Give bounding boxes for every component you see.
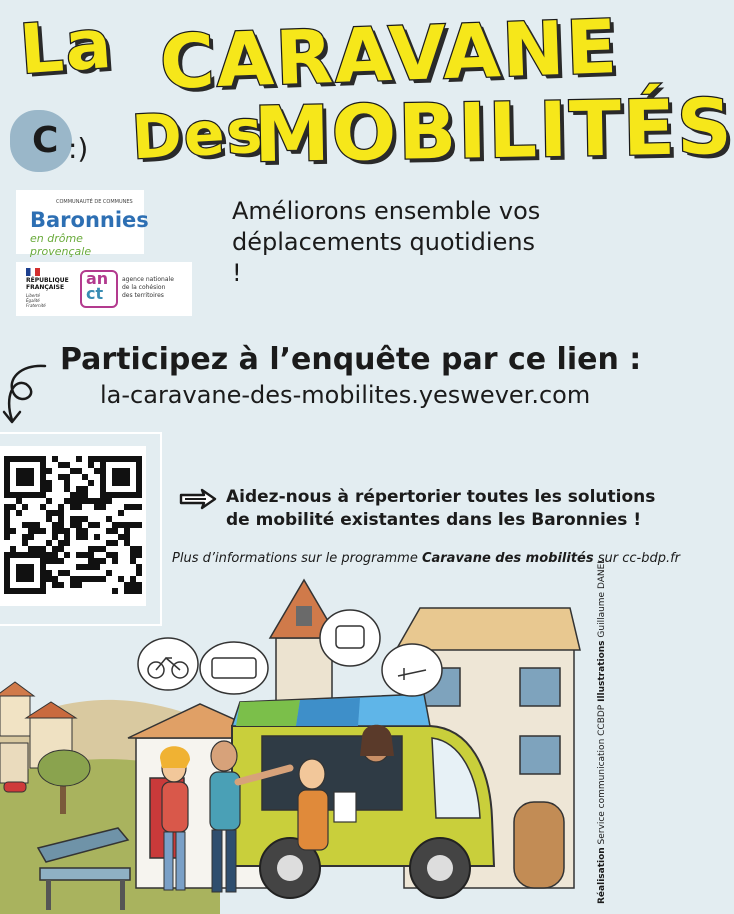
qr-module [118,522,124,528]
tagline-line2: déplacements quotidiens ! [232,228,536,288]
qr-module [100,492,106,498]
qr-module [64,570,70,576]
survey-heading: Participez à l’enquête par ce lien : [60,342,642,377]
arrow-right-icon [178,488,218,510]
cc-logo-letter: C [32,120,59,161]
qr-module [4,522,10,528]
qr-module [46,552,52,558]
qr-module [106,528,112,534]
qr-module [22,474,28,480]
qr-module [4,480,10,486]
qr-module [124,540,130,546]
qr-module [40,474,46,480]
qr-module [16,564,22,570]
help-text [226,486,656,532]
qr-module [76,456,82,462]
qr-module [118,534,124,540]
qr-module [136,462,142,468]
qr-module [46,468,52,474]
qr-module [112,480,118,486]
qr-module [4,552,10,558]
qr-module [88,522,94,528]
qr-module [76,552,82,558]
qr-module [64,462,70,468]
tagline-line1: Améliorons ensemble vos [232,197,541,225]
qr-module [46,558,52,564]
qr-module [52,522,58,528]
qr-module [100,474,106,480]
qr-module [124,468,130,474]
qr-module [118,468,124,474]
qr-module [94,498,100,504]
qr-module [82,492,88,498]
qr-module [94,468,100,474]
qr-module [124,504,130,510]
qr-module [130,456,136,462]
qr-module [118,456,124,462]
qr-module [28,456,34,462]
qr-module [64,528,70,534]
qr-module [4,528,10,534]
qr-module [58,546,64,552]
qr-module [22,456,28,462]
qr-module [46,498,52,504]
qr-module [82,498,88,504]
qr-module [64,552,70,558]
qr-module [76,492,82,498]
qr-module [100,546,106,552]
qr-module [52,558,58,564]
qr-module [4,564,10,570]
qr-module [40,480,46,486]
qr-module [58,474,64,480]
qr-module [22,468,28,474]
qr-module [112,474,118,480]
qr-module [28,564,34,570]
qr-module [4,570,10,576]
qr-module [124,528,130,534]
credits [597,559,607,904]
qr-module [82,486,88,492]
qr-module [58,504,64,510]
qr-module [4,486,10,492]
qr-module [100,456,106,462]
motto-liberte: Liberté [26,293,41,298]
anct-line3: des territoires [122,291,164,299]
qr-module [28,552,34,558]
qr-module [100,504,106,510]
qr-module [136,468,142,474]
caravan-illustration [0,578,637,914]
more-info-program: Caravane des mobilités [421,551,594,566]
qr-module [76,528,82,534]
qr-module [22,534,28,540]
qr-module [130,492,136,498]
qr-module [130,504,136,510]
qr-module [136,456,142,462]
qr-module [70,468,76,474]
qr-module [88,552,94,558]
qr-module [46,510,52,516]
baronnies-logo-top: COMMUNAUTÉ DE COMMUNES [56,199,133,205]
qr-module [16,492,22,498]
qr-module [52,456,58,462]
qr-module [64,540,70,546]
credits-label-illustrations: Illustrations [597,640,607,702]
qr-module [70,492,76,498]
qr-module [46,540,52,546]
qr-module [100,480,106,486]
qr-module [46,486,52,492]
qr-module [10,546,16,552]
qr-module [136,486,142,492]
qr-module [28,522,34,528]
qr-module [118,474,124,480]
qr-module [88,456,94,462]
qr-module [52,552,58,558]
qr-module [64,480,70,486]
more-info-post[interactable]: sur cc-bdp.fr [593,551,681,566]
republique-line1: RÉPUBLIQUE [26,277,69,284]
title-des: Des [130,96,266,174]
qr-module [136,492,142,498]
qr-module [94,564,100,570]
qr-module [82,552,88,558]
qr-module [28,546,34,552]
qr-module [106,456,112,462]
qr-module [4,516,10,522]
qr-module [112,492,118,498]
qr-module [40,486,46,492]
qr-module [136,546,142,552]
qr-module [28,468,34,474]
qr-module [136,552,142,558]
qr-module [88,558,94,564]
qr-module [136,474,142,480]
qr-module [22,552,28,558]
qr-module [76,468,82,474]
qr-module [82,474,88,480]
qr-module [40,558,46,564]
qr-module [10,552,16,558]
marianne-flag-icon [26,268,40,276]
qr-module [40,504,46,510]
qr-module [118,480,124,486]
qr-module [136,504,142,510]
qr-module [10,492,16,498]
qr-module [40,570,46,576]
qr-module [82,564,88,570]
qr-module [106,570,112,576]
qr-module [136,480,142,486]
qr-module [130,558,136,564]
qr-module [58,516,64,522]
qr-module [70,498,76,504]
qr-module [16,552,22,558]
qr-module [16,474,22,480]
qr-module [4,462,10,468]
qr-module [88,564,94,570]
qr-module [10,504,16,510]
qr-module [88,546,94,552]
qr-module [94,558,100,564]
qr-module [106,516,112,522]
title-caravane: CARAVANE [158,4,621,106]
qr-module [40,456,46,462]
qr-module [124,480,130,486]
qr-module [100,462,106,468]
qr-module [22,540,28,546]
anct-logo-text [122,276,174,299]
qr-module [4,468,10,474]
qr-module [58,510,64,516]
qr-module [58,558,64,564]
republique-logo [26,278,69,291]
cc-logo [10,110,72,172]
qr-module [124,474,130,480]
qr-module [22,480,28,486]
help-line2: de mobilité existantes dans les Baronnies ! [226,509,642,530]
qr-module [28,570,34,576]
qr-module [4,504,10,510]
qr-module [46,570,52,576]
qr-module [112,540,118,546]
credits-text-illustrations: Guillaume DANEL [597,558,607,641]
qr-module [112,456,118,462]
motto-fraternite: Fraternité [26,302,46,308]
qr-module [40,492,46,498]
qr-module [22,504,28,510]
qr-module [94,522,100,528]
qr-module [112,522,118,528]
qr-module [16,570,22,576]
qr-module [136,522,142,528]
tagline [232,196,552,290]
qr-module [40,462,46,468]
qr-module [76,516,82,522]
qr-module [76,504,82,510]
credits-label-realisation: Réalisation [597,847,607,904]
qr-module [124,522,130,528]
anct-logo-ct: ct [86,284,104,303]
credits-text-realisation: Service communication CCBDP [597,701,607,848]
qr-module [28,528,34,534]
qr-module [40,468,46,474]
qr-module [136,564,142,570]
qr-module [82,528,88,534]
curly-arrow-icon [0,360,60,440]
qr-module [70,504,76,510]
qr-module [76,564,82,570]
qr-module [76,522,82,528]
qr-module [70,516,76,522]
qr-module [52,510,58,516]
qr-module [34,492,40,498]
qr-module [58,540,64,546]
qr-module [40,552,46,558]
qr-module [106,492,112,498]
cc-smile-icon: :) [68,132,89,165]
qr-module [16,456,22,462]
qr-module [64,486,70,492]
qr-module [22,522,28,528]
qr-module [64,534,70,540]
anct-line1: agence nationale [122,276,174,283]
baronnies-logo-name: Baronnies [30,208,149,232]
anct-line2: de la cohésion [122,283,166,291]
qr-module [136,570,142,576]
baronnies-logo [16,190,149,258]
qr-module [88,480,94,486]
qr-module [22,492,28,498]
qr-module [58,570,64,576]
qr-module [28,534,34,540]
qr-module [28,492,34,498]
qr-module [64,498,70,504]
qr-module [34,528,40,534]
qr-module [100,468,106,474]
qr-module [130,552,136,558]
qr-module [112,468,118,474]
title-mobilites: MOBILITÉS [253,81,734,180]
qr-module [100,486,106,492]
qr-module [16,468,22,474]
qr-module [76,498,82,504]
qr-module [4,534,10,540]
partners-logos [16,262,192,316]
qr-module [34,522,40,528]
qr-module [94,456,100,462]
qr-module [4,456,10,462]
qr-module [106,498,112,504]
qr-module [112,552,118,558]
qr-module [52,534,58,540]
qr-module [76,486,82,492]
qr-module [94,504,100,510]
qr-module [28,480,34,486]
qr-module [10,456,16,462]
qr-module [4,558,10,564]
qr-module [52,528,58,534]
qr-module [22,564,28,570]
qr-module [88,462,94,468]
qr-module [112,558,118,564]
qr-module [58,528,64,534]
qr-module [82,516,88,522]
baronnies-logo-sub: en drôme provençale [30,232,92,258]
qr-module [16,480,22,486]
qr-module [10,528,16,534]
qr-module [40,546,46,552]
qr-module [118,492,124,498]
title-la: La [17,4,116,91]
qr-module [76,534,82,540]
qr-module [124,492,130,498]
qr-module [88,498,94,504]
qr-module [58,462,64,468]
qr-module [130,522,136,528]
qr-module [46,516,52,522]
qr-module [4,474,10,480]
qr-module [64,474,70,480]
qr-module [34,552,40,558]
help-line1: Aidez-nous à répertorier toutes les solutions [226,487,656,507]
qr-module [28,474,34,480]
qr-module [124,534,130,540]
qr-module [46,480,52,486]
survey-url-link[interactable]: la-caravane-des-mobilites.yeswever.com [100,381,591,409]
qr-module [40,564,46,570]
qr-module [112,528,118,534]
anct-logo-an: an [86,269,109,288]
qr-module [70,522,76,528]
qr-module [100,558,106,564]
qr-module [100,498,106,504]
qr-module [58,522,64,528]
qr-module [52,546,58,552]
qr-module [16,510,22,516]
qr-module [16,498,22,504]
qr-module [22,570,28,576]
qr-module [106,552,112,558]
qr-module [124,456,130,462]
qr-module [34,456,40,462]
qr-module [34,546,40,552]
qr-module [94,534,100,540]
qr-module [106,540,112,546]
qr-module [118,510,124,516]
qr-module [82,534,88,540]
qr-module [130,546,136,552]
qr-module [4,510,10,516]
republique-line2: FRANÇAISE [26,283,65,291]
qr-module [40,528,46,534]
republique-motto [26,294,46,308]
more-info-pre: Plus d’informations sur le programme [172,551,422,566]
qr-module [4,492,10,498]
qr-module [94,546,100,552]
motto-egalite: Égalité [26,297,40,303]
